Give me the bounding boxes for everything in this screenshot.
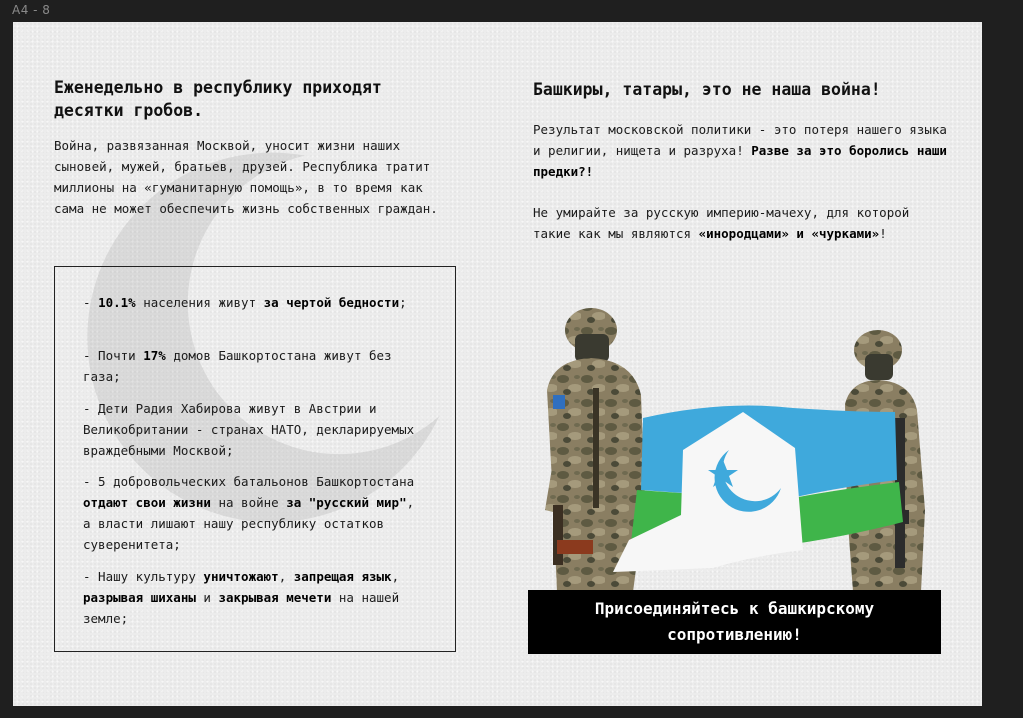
right-paragraph-1: Результат московской политики - это потеря нашего языка и религии, нищета и разруха! Разве за это боролись наши предки?! xyxy=(533,122,947,179)
cta-banner: Присоединяйтесь к башкирскому сопротивлению! xyxy=(528,590,941,654)
right-paragraph-2: Не умирайте за русскую империю-мачеху, для которой такие как мы являются «инородцами» и «чурками»! xyxy=(533,205,910,241)
left-intro-paragraph: Война, развязанная Москвой, уносит жизни наших сыновей, мужей, братьев, друзей. Республика тратит миллионы на «гуманитарную помощь», в то время как сама не может обеспечить жизнь собственных граждан. xyxy=(54,138,438,216)
frame-label: A4 - 8 xyxy=(12,3,51,17)
facts-box xyxy=(54,266,456,652)
left-heading: Еженедельно в республику приходят десятки гробов. xyxy=(54,78,382,120)
fact-gas: - Почти 17% домов Башкортостана живут без газа; xyxy=(83,348,392,384)
fact-poverty: - 10.1% населения живут за чертой бедности; xyxy=(83,295,407,310)
soldiers-with-flag-photo xyxy=(533,300,933,592)
fact-battalions: - 5 добровольческих батальонов Башкортостана отдают свои жизни на войне за "русский мир", а власти лишают нашу республику остатков суверенитета; xyxy=(83,474,415,552)
fact-khabirov-children: - Дети Радия Хабирова живут в Австрии и Великобритании - странах НАТО, декларируемых враждебными Москвой; xyxy=(83,401,415,458)
fact-culture: - Нашу культуру уничтожают, запрещая язык, разрывая шиханы и закрывая мечети на нашей земле; xyxy=(83,569,400,626)
right-heading: Башкиры, татары, это не наша война! xyxy=(533,80,881,99)
leaflet-page xyxy=(13,22,982,706)
